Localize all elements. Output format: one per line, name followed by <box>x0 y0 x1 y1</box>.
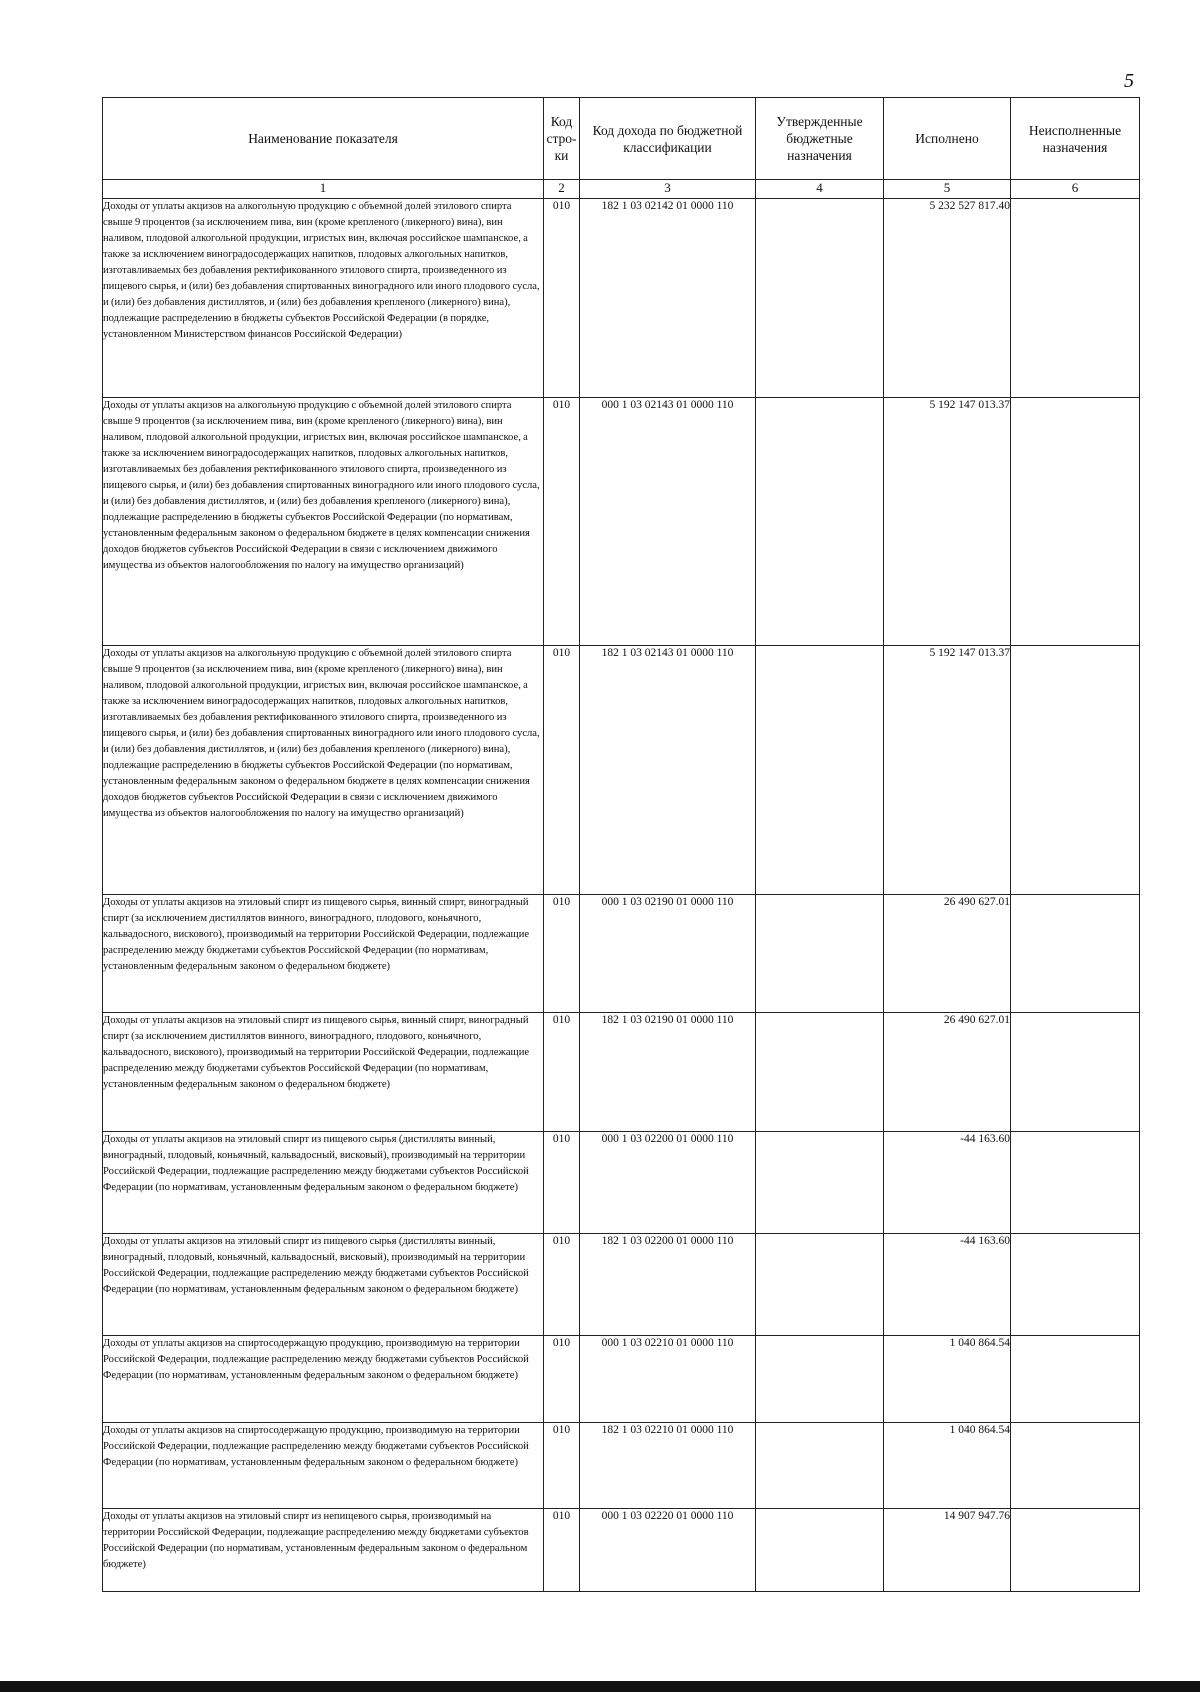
row-line-code-cell: 010 <box>544 895 580 1013</box>
row-approved-cell <box>756 1336 884 1423</box>
row-income-code-cell: 182 1 03 02143 01 0000 110 <box>580 646 756 895</box>
header-approved: Утвержденные бюджетные назначения <box>756 98 884 180</box>
row-approved-cell <box>756 1234 884 1336</box>
header-income-code: Код дохода по бюджетной классификации <box>580 98 756 180</box>
row-executed-cell: -44 163.60 <box>884 1234 1011 1336</box>
row-income-code-cell: 182 1 03 02200 01 0000 110 <box>580 1234 756 1336</box>
row-executed-cell: 26 490 627.01 <box>884 1013 1011 1132</box>
row-income-code-cell: 000 1 03 02210 01 0000 110 <box>580 1336 756 1423</box>
table-body <box>103 199 1140 1592</box>
row-line-code-cell: 010 <box>544 1234 580 1336</box>
row-name-cell: Доходы от уплаты акцизов на этиловый спирт из непищевого сырья, производимый на территории Российской Федерации, подлежащие распределению между бюджетами субъектов Российской Федерации (по нормативам, установленным федеральным законом о федеральном бюджете) <box>103 1509 544 1592</box>
row-line-code-cell: 010 <box>544 1423 580 1509</box>
row-executed-cell: 5 192 147 013.37 <box>884 398 1011 646</box>
row-income-code-cell: 000 1 03 02143 01 0000 110 <box>580 398 756 646</box>
row-line-code-cell: 010 <box>544 1509 580 1592</box>
row-executed-cell: 26 490 627.01 <box>884 895 1011 1013</box>
column-number: 4 <box>756 180 884 199</box>
row-executed-cell: 1 040 864.54 <box>884 1336 1011 1423</box>
table-row <box>103 1132 1140 1234</box>
column-number: 3 <box>580 180 756 199</box>
column-number: 2 <box>544 180 580 199</box>
row-income-code-cell: 182 1 03 02190 01 0000 110 <box>580 1013 756 1132</box>
row-name-cell: Доходы от уплаты акцизов на алкогольную продукцию с объемной долей этилового спирта свыше 9 процентов (за исключением пива, вин (кроме крепленого (ликерного) вина), вин наливом, плодовой алкогольной продукции, игристых вин, включая российское шампанское, а также за исключением виноградосодержащих напитков, плодовых алкогольных напитков, изготавливаемых без добавления ректификованного этилового спирта, произведенного из пищевого сырья, и (или) без добавления спиртованных виноградного или иного плодового сусла, и (или) без добавления дистиллятов, и (или) без добавления крепленого (ликерного) вина), подлежащие распределению в бюджеты субъектов Российской Федерации (по нормативам, установленным федеральным законом о федеральном бюджете в целях компенсации снижения доходов бюджетов субъектов Российской Федерации в связи с исключением движимого имущества из объектов налогообложения по налогу на имущество организаций) <box>103 646 544 895</box>
table-row <box>103 1013 1140 1132</box>
table-header-row <box>103 98 1140 180</box>
row-name-cell: Доходы от уплаты акцизов на алкогольную продукцию с объемной долей этилового спирта свыше 9 процентов (за исключением пива, вин (кроме крепленого (ликерного) вина), вин наливом, плодовой алкогольной продукции, игристых вин, включая российское шампанское, а также за исключением виноградосодержащих напитков, плодовых алкогольных напитков, изготавливаемых без добавления ректификованного этилового спирта, произведенного из пищевого сырья, и (или) без добавления спиртованных виноградного или иного плодового сусла, и (или) без добавления дистиллятов, и (или) без добавления крепленого (ликерного) вина), подлежащие распределению в бюджеты субъектов Российской Федерации (в порядке, установленном Министерством финансов Российской Федерации) <box>103 199 544 398</box>
row-income-code-cell: 182 1 03 02142 01 0000 110 <box>580 199 756 398</box>
row-income-code-cell: 000 1 03 02200 01 0000 110 <box>580 1132 756 1234</box>
row-executed-cell: 5 192 147 013.37 <box>884 646 1011 895</box>
page-number: 5 <box>1124 70 1134 92</box>
row-line-code-cell: 010 <box>544 398 580 646</box>
column-number: 5 <box>884 180 1011 199</box>
row-unexecuted-cell <box>1011 398 1140 646</box>
row-name-cell: Доходы от уплаты акцизов на этиловый спирт из пищевого сырья (дистилляты винный, виноградный, плодовый, коньячный, кальвадосный, висковый), производимый на территории Российской Федерации, подлежащие распределению между бюджетами субъектов Российской Федерации (по нормативам, установленным федеральным законом о федеральном бюджете) <box>103 1234 544 1336</box>
row-name-cell: Доходы от уплаты акцизов на спиртосодержащую продукцию, производимую на территории Российской Федерации, подлежащие распределению между бюджетами субъектов Российской Федерации (по нормативам, установленным федеральным законом о федеральном бюджете) <box>103 1336 544 1423</box>
table-row <box>103 398 1140 646</box>
row-name-cell: Доходы от уплаты акцизов на алкогольную продукцию с объемной долей этилового спирта свыше 9 процентов (за исключением пива, вин (кроме крепленого (ликерного) вина), вин наливом, плодовой алкогольной продукции, игристых вин, включая российское шампанское, а также за исключением виноградосодержащих напитков, плодовых алкогольных напитков, изготавливаемых без добавления ректификованного этилового спирта, произведенного из пищевого сырья, и (или) без добавления спиртованных виноградного или иного плодового сусла, и (или) без добавления дистиллятов, и (или) без добавления крепленого (ликерного) вина), подлежащие распределению в бюджеты субъектов Российской Федерации (по нормативам, установленным федеральным законом о федеральном бюджете в целях компенсации снижения доходов бюджетов субъектов Российской Федерации в связи с исключением движимого имущества из объектов налогообложения по налогу на имущество организаций) <box>103 398 544 646</box>
table-row <box>103 1234 1140 1336</box>
header-line-code: Код стро-ки <box>544 98 580 180</box>
row-income-code-cell: 000 1 03 02220 01 0000 110 <box>580 1509 756 1592</box>
column-number: 1 <box>103 180 544 199</box>
row-executed-cell: 1 040 864.54 <box>884 1423 1011 1509</box>
row-approved-cell <box>756 1132 884 1234</box>
row-executed-cell: 14 907 947.76 <box>884 1509 1011 1592</box>
table-row <box>103 199 1140 398</box>
scan-edge-bar <box>0 1681 1200 1692</box>
column-number-row <box>103 180 1140 199</box>
table-row <box>103 1509 1140 1592</box>
row-unexecuted-cell <box>1011 1132 1140 1234</box>
row-line-code-cell: 010 <box>544 199 580 398</box>
table-row <box>103 1423 1140 1509</box>
row-approved-cell <box>756 199 884 398</box>
table-row <box>103 895 1140 1013</box>
row-unexecuted-cell <box>1011 1336 1140 1423</box>
row-unexecuted-cell <box>1011 1013 1140 1132</box>
income-report-table <box>102 97 1140 1592</box>
row-unexecuted-cell <box>1011 1509 1140 1592</box>
table-row <box>103 1336 1140 1423</box>
row-name-cell: Доходы от уплаты акцизов на этиловый спирт из пищевого сырья, винный спирт, виноградный спирт (за исключением дистиллятов винного, виноградного, плодового, коньячного, кальвадосного, вискового), производимый на территории Российской Федерации, подлежащие распределению между бюджетами субъектов Российской Федерации (по нормативам, установленным федеральным законом о федеральном бюджете) <box>103 1013 544 1132</box>
row-unexecuted-cell <box>1011 895 1140 1013</box>
row-approved-cell <box>756 895 884 1013</box>
row-executed-cell: -44 163.60 <box>884 1132 1011 1234</box>
header-unexecuted: Неисполненные назначения <box>1011 98 1140 180</box>
row-line-code-cell: 010 <box>544 646 580 895</box>
row-unexecuted-cell <box>1011 1234 1140 1336</box>
row-line-code-cell: 010 <box>544 1132 580 1234</box>
row-line-code-cell: 010 <box>544 1013 580 1132</box>
header-executed: Исполнено <box>884 98 1011 180</box>
row-name-cell: Доходы от уплаты акцизов на этиловый спирт из пищевого сырья, винный спирт, виноградный спирт (за исключением дистиллятов винного, виноградного, плодового, коньячного, кальвадосного, вискового), производимый на территории Российской Федерации, подлежащие распределению между бюджетами субъектов Российской Федерации (по нормативам, установленным федеральным законом о федеральном бюджете) <box>103 895 544 1013</box>
row-unexecuted-cell <box>1011 646 1140 895</box>
row-approved-cell <box>756 1423 884 1509</box>
row-name-cell: Доходы от уплаты акцизов на этиловый спирт из пищевого сырья (дистилляты винный, виноградный, плодовый, коньячный, кальвадосный, висковый), производимый на территории Российской Федерации, подлежащие распределению между бюджетами субъектов Российской Федерации (по нормативам, установленным федеральным законом о федеральном бюджете) <box>103 1132 544 1234</box>
row-executed-cell: 5 232 527 817.40 <box>884 199 1011 398</box>
row-approved-cell <box>756 398 884 646</box>
row-name-cell: Доходы от уплаты акцизов на спиртосодержащую продукцию, производимую на территории Российской Федерации, подлежащие распределению между бюджетами субъектов Российской Федерации (по нормативам, установленным федеральным законом о федеральном бюджете) <box>103 1423 544 1509</box>
row-unexecuted-cell <box>1011 199 1140 398</box>
row-approved-cell <box>756 1509 884 1592</box>
row-income-code-cell: 000 1 03 02190 01 0000 110 <box>580 895 756 1013</box>
row-line-code-cell: 010 <box>544 1336 580 1423</box>
row-income-code-cell: 182 1 03 02210 01 0000 110 <box>580 1423 756 1509</box>
column-number: 6 <box>1011 180 1140 199</box>
header-name: Наименование показателя <box>103 98 544 180</box>
row-approved-cell <box>756 1013 884 1132</box>
table-row <box>103 646 1140 895</box>
row-approved-cell <box>756 646 884 895</box>
row-unexecuted-cell <box>1011 1423 1140 1509</box>
